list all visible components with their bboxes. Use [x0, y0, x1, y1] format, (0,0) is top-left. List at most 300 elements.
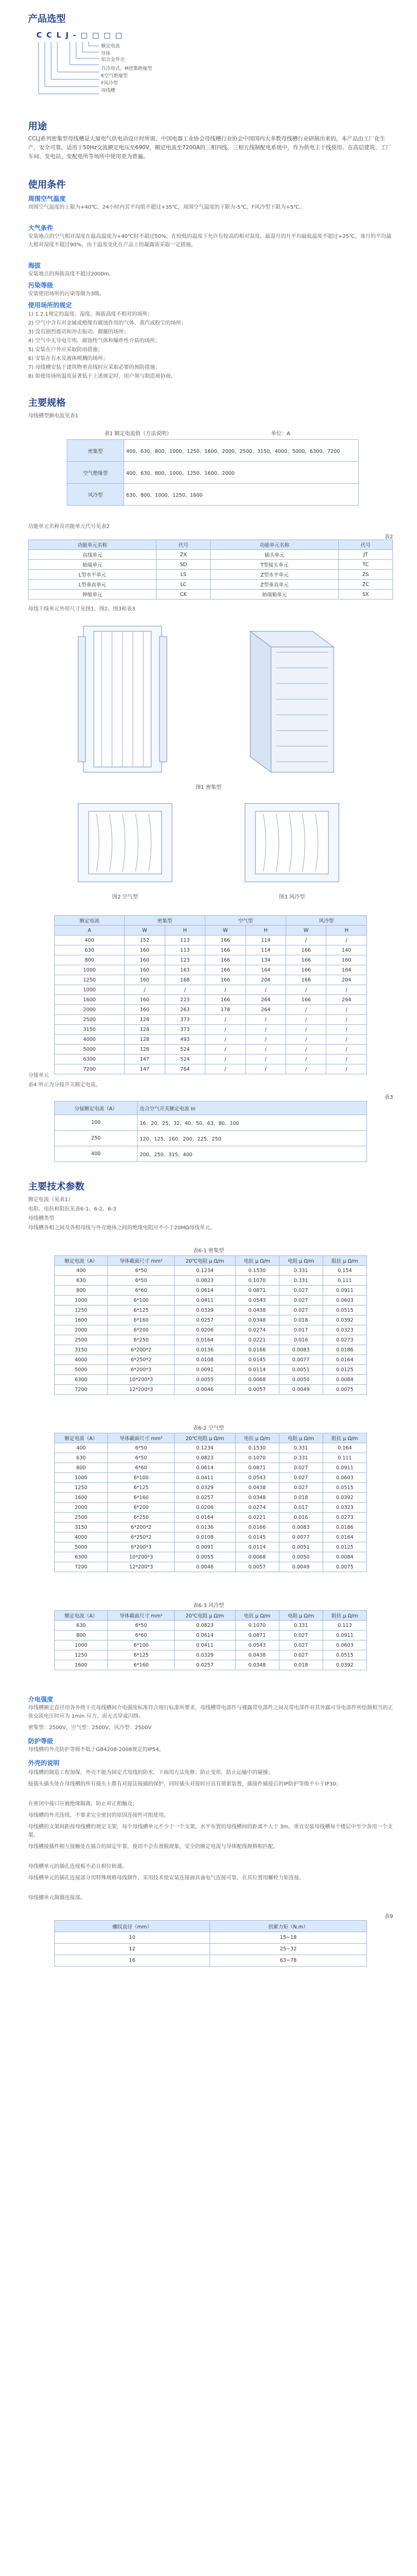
table-cell: 7200: [55, 1064, 125, 1074]
table-row: [55, 1365, 367, 1375]
dielectric-text: 母线槽额定直径用各外绕干壳母线槽间介电强度标准符合现行标准所要求，母线槽带电部件与裸露带电部件之间及带电部件对其外露可导电部件所绘制相当的正弦交流电压时应为 1min 应力，而无击穿或闪络。: [28, 1705, 393, 1719]
enc-line-7: 母线槽单元的插孔连接板不必自相位转通。: [28, 1864, 127, 1870]
table-cell: 0.0348: [235, 1315, 279, 1325]
table-cell: 6*50: [107, 1276, 174, 1286]
table-cell: 166: [205, 955, 246, 965]
sub-atm: 大气条件: [28, 224, 54, 232]
table-cell: 0.018: [279, 1493, 323, 1503]
table-cell: 204: [246, 975, 286, 985]
table-cell: /: [326, 985, 367, 995]
table-cell: 0.0392: [323, 1315, 366, 1325]
torque-cell: 12: [55, 1944, 210, 1955]
table-cell: 4000: [55, 1035, 125, 1045]
table-cell: 0.331: [279, 1266, 323, 1276]
table-cell: 168: [165, 975, 205, 985]
t1-values: 400、630、800、1000、1250、1600、2000、2500、3150、4000、5000、6300、7200: [124, 440, 359, 462]
table-cell: 0.0392: [323, 1660, 366, 1670]
table-header-cell: 额定电流（A）: [55, 1433, 108, 1443]
table-cell: /: [286, 1035, 326, 1045]
table-cell: 800: [55, 1286, 108, 1296]
table-cell: 264: [246, 1005, 286, 1015]
tech-line-3: 母线槽类型: [28, 1216, 54, 1221]
table-cell: /: [326, 1045, 367, 1055]
table-cell: 6*50: [107, 1621, 174, 1631]
table-cell: 0.0083: [279, 1345, 323, 1355]
table-row: [55, 955, 367, 965]
table-cell: 0.0046: [175, 1385, 235, 1395]
table-cell: /: [246, 985, 286, 995]
table-cell: 0.0164: [323, 1355, 366, 1365]
table-row: [55, 1296, 367, 1305]
table-cell: /: [205, 1015, 246, 1025]
table-cell: 6*60: [107, 1286, 174, 1296]
env-text: 周围空气温度的上限为+40℃，24小时内其平均值不超过+35℃，周围空气温度的下限为-5℃，F风冷型下限为+5℃。: [28, 205, 305, 210]
table4-label: 表3: [384, 1095, 393, 1100]
torque-cell: 15~18: [210, 1932, 366, 1944]
figure-air-diagram: [73, 798, 177, 887]
table-header-cell: 导体截面尺寸 mm²: [107, 1256, 174, 1266]
table-cell: 6*200*2: [107, 1345, 174, 1355]
table-row: [55, 1355, 367, 1365]
t3-h: 空气型: [205, 916, 286, 926]
table-cell: 1000: [55, 965, 125, 975]
table-row: [55, 1621, 367, 1631]
table-cell: 134: [246, 955, 286, 965]
table1-unit: 单位：A: [271, 431, 290, 437]
table-cell: 0.0515: [323, 1650, 366, 1660]
t3-sh: H: [165, 926, 205, 936]
table-cell: 0.0323: [323, 1503, 366, 1513]
table-cell: 0.0614: [175, 1286, 235, 1296]
table-cell: 0.0114: [235, 1542, 279, 1552]
table-cell: /: [326, 936, 367, 945]
table-cell: 160: [125, 945, 165, 955]
table-cell: 7200: [55, 1562, 108, 1572]
table-cell: 128: [125, 1015, 165, 1025]
table-cell: 0.331: [279, 1443, 323, 1453]
table-row: [55, 1523, 367, 1532]
table-header-row: [55, 1611, 367, 1621]
table-cell: 0.1070: [235, 1453, 279, 1463]
table-cell: /: [205, 1035, 246, 1045]
table-cell: 0.0823: [175, 1453, 235, 1463]
t2-cell: Z型水平单元: [211, 570, 338, 580]
table-cell: 160: [125, 995, 165, 1005]
table-row: [55, 1025, 367, 1035]
table-cell: 630: [55, 1621, 108, 1631]
table-cell: 800: [55, 1631, 108, 1640]
specs-intro5: 表4 所示为分接开关额定电流，: [28, 1082, 101, 1088]
table-cell: 0.0543: [235, 1473, 279, 1483]
table-header-row: [55, 1433, 367, 1443]
torque-cell: 10: [55, 1932, 210, 1944]
table-row: [55, 1453, 367, 1463]
table-cell: /: [286, 1055, 326, 1064]
table-cell: 1600: [55, 1493, 108, 1503]
table-cell: 6300: [55, 1552, 108, 1562]
table-cell: 0.0077: [279, 1532, 323, 1542]
model-legend-1: 额定电流: [101, 44, 120, 49]
table-cell: 0.027: [279, 1631, 323, 1640]
table-cell: /: [165, 985, 205, 995]
t2-cell: ZX: [156, 550, 211, 560]
table-cell: 0.0823: [175, 1276, 235, 1286]
table-header-cell: 阻抗 μ Ω/m: [323, 1256, 366, 1266]
table-row: [55, 975, 367, 985]
table-cell: 6*250*2: [107, 1355, 174, 1365]
table-cell: 0.027: [279, 1296, 323, 1305]
table-cell: 263: [165, 1005, 205, 1015]
table-cell: 0.0614: [175, 1463, 235, 1473]
table-cell: /: [286, 1064, 326, 1074]
t2-h: 代号: [156, 540, 211, 550]
table-cell: 166: [205, 995, 246, 1005]
table-cell: 0.018: [279, 1315, 323, 1325]
table-cell: 400: [55, 936, 125, 945]
rule-3: 3) 没有剧烈震动和冲击振动、颠簸的场所；: [28, 329, 129, 335]
table-cell: 0.0125: [323, 1542, 366, 1552]
table-row: [55, 1335, 367, 1345]
table-row: [55, 1542, 367, 1552]
table-cell: 0.0055: [175, 1375, 235, 1385]
table-cell: 128: [125, 1025, 165, 1035]
table-cell: 0.0049: [279, 1562, 323, 1572]
table-cell: 0.0823: [175, 1621, 235, 1631]
table-cell: 1600: [55, 995, 125, 1005]
table-cell: 5000: [55, 1365, 108, 1375]
table-cell: 0.331: [279, 1621, 323, 1631]
table-cell: 0.0603: [323, 1473, 366, 1483]
t2-h: 代号: [338, 540, 393, 550]
table-cell: 0.0323: [323, 1325, 366, 1335]
t2-cell: ZS: [338, 570, 393, 580]
table-row: [55, 1276, 367, 1286]
table-cell: 166: [205, 945, 246, 955]
table-cell: 6300: [55, 1055, 125, 1064]
table-cell: 264: [326, 995, 367, 1005]
table-header-cell: 导体截面尺寸 mm²: [107, 1433, 174, 1443]
table-cell: 6*160: [107, 1315, 174, 1325]
table-row: [55, 945, 367, 955]
table-cell: 0.1530: [235, 1443, 279, 1453]
table-cell: 0.0164: [175, 1335, 235, 1345]
table-header-cell: 电阻 μ Ω/m: [279, 1611, 323, 1621]
table-cell: /: [286, 1045, 326, 1055]
t3-h: 额定电流: [55, 916, 125, 926]
fig1-caption: 图1 密集型: [195, 785, 222, 790]
table-cell: 0.0166: [235, 1345, 279, 1355]
table-cell: 0.0392: [323, 1493, 366, 1503]
section-title-tech: 主要技术参数: [28, 1181, 84, 1192]
table-cell: 0.1234: [175, 1266, 235, 1276]
table-cell: /: [205, 1045, 246, 1055]
table-row: [55, 1483, 367, 1493]
table-cell: 166: [286, 975, 326, 985]
table-cell: 6*200*2: [107, 1523, 174, 1532]
table-cell: /: [326, 1015, 367, 1025]
table-cell: 0.0068: [235, 1552, 279, 1562]
table-cell: 0.0411: [175, 1473, 235, 1483]
table-cell: 114: [246, 936, 286, 945]
table-cell: 6*50: [107, 1453, 174, 1463]
model-legend-4: 自冷却式，M密集绝缘型: [101, 66, 152, 71]
enc-line-6: 母线槽接插件相互接触处在插合的固定牢靠，使用不会有滑脱现象，安全的额定电流与导体配线规格相匹配。: [28, 1844, 278, 1850]
table-cell: 12*200*3: [107, 1562, 174, 1572]
table-cell: 1000: [55, 985, 125, 995]
table-cell: 0.1234: [175, 1443, 235, 1453]
table-header-cell: 额定电流（A）: [55, 1256, 108, 1266]
table-cell: /: [246, 1045, 286, 1055]
table-cell: 6*100: [107, 1473, 174, 1483]
table-cell: 0.0186: [323, 1523, 366, 1532]
table-cell: 147: [125, 1055, 165, 1064]
table-cell: 5000: [55, 1542, 108, 1552]
table-cell: 0.0273: [323, 1513, 366, 1523]
tap-unit-table: [54, 1101, 367, 1162]
table-cell: 0.0050: [279, 1375, 323, 1385]
table-cell: 123: [165, 955, 205, 965]
table-cell: 0.017: [279, 1325, 323, 1335]
table-row: [55, 1532, 367, 1542]
table-cell: 0.0057: [235, 1562, 279, 1572]
table-cell: 0.0057: [235, 1385, 279, 1395]
table-cell: 800: [55, 1463, 108, 1473]
section-title-use: 用途: [28, 121, 47, 132]
table-cell: 0.0084: [323, 1552, 366, 1562]
table-cell: /: [286, 1025, 326, 1035]
table-cell: 0.0871: [235, 1463, 279, 1473]
table-cell: 0.0108: [175, 1532, 235, 1542]
table-cell: 6*250*2: [107, 1532, 174, 1542]
table-cell: 1250: [55, 1483, 108, 1493]
table-row: [55, 1315, 367, 1325]
table-cell: 0.0166: [235, 1523, 279, 1532]
table-row: [55, 1631, 367, 1640]
t2-cell: ZC: [338, 580, 393, 590]
table-cell: 0.027: [279, 1650, 323, 1660]
t3-sh: W: [286, 926, 326, 936]
t2-cell: L型水平单元: [29, 570, 156, 580]
t63-title: 表6-3 风冷型: [193, 1603, 224, 1609]
specs-intro4: 分接单元: [28, 1073, 49, 1079]
table-cell: 2500: [55, 1335, 108, 1345]
model-legend-3: 铝合金外壳: [101, 57, 125, 63]
table-cell: 0.0257: [175, 1493, 235, 1503]
table-cell: 0.016: [279, 1513, 323, 1523]
sub-rules: 使用场所的规定: [28, 302, 72, 309]
tech-line-2: 电阻、电抗和阻抗见表6-1、6-2、6-3: [28, 1206, 116, 1212]
table-cell: 128: [125, 1045, 165, 1055]
table-cell: 0.0084: [323, 1375, 366, 1385]
figure-dense-3d: [219, 621, 354, 777]
table-cell: 6*250: [107, 1513, 174, 1523]
table-cell: 0.0274: [235, 1325, 279, 1335]
table-cell: 1250: [55, 1650, 108, 1660]
table-cell: 6*100: [107, 1640, 174, 1650]
section-title-product: 产品选型: [28, 14, 66, 25]
table-cell: 0.027: [279, 1305, 323, 1315]
table-cell: 0.0329: [175, 1305, 235, 1315]
table-cell: 0.0091: [175, 1542, 235, 1552]
table-header-cell: 电阻 μ Ω/m: [279, 1256, 323, 1266]
model-legend-5: K空气绝缘型: [101, 74, 128, 79]
t2-cell: 始端单元: [29, 560, 156, 570]
protection-text: 母线槽的外壳防护等级不低于GB4208-2008规定的IP54。: [28, 1747, 164, 1753]
table-cell: 0.0114: [235, 1365, 279, 1375]
table-row: [55, 1503, 367, 1513]
enc-line-2: 接插头插头处在母线槽的所有插头上都有对接法接插的保护，同时插头对接时应具有锁紧装置，插接件插接后的IP防护等级不小于IP30；: [28, 1781, 341, 1787]
table-cell: 2000: [55, 1005, 125, 1015]
t2-cell: Z型垂直单元: [211, 580, 338, 590]
sub-enclosure: 外壳的说明: [28, 1759, 60, 1767]
enc-line-3: 在密闭中接口应被绝缘隔离，防止对正相触及；: [28, 1801, 138, 1807]
table-cell: 0.0329: [175, 1483, 235, 1493]
table-row: [55, 1015, 367, 1025]
section-title-specs: 主要规格: [28, 398, 66, 409]
table-cell: 0.0083: [279, 1523, 323, 1532]
table-cell: 0.0051: [279, 1542, 323, 1552]
torque-h: 扭紧力矩（N.m）: [210, 1921, 366, 1932]
t1-type: 密集型: [67, 440, 124, 462]
rule-2: 2) 空气中含有对金属或绝缘有腐蚀作用的气体、蒸汽或粉尘的场所；: [28, 320, 187, 326]
table-cell: /: [205, 1055, 246, 1064]
rule-8: 8) 如使用场所温度显著低于上述规定时，用户须与制造商协商。: [28, 374, 176, 379]
t2-cell: 插头单元: [211, 550, 338, 560]
table-cell: 0.0438: [235, 1650, 279, 1660]
t4-h: 连合空气开关额定电流 In: [138, 1101, 367, 1115]
table-cell: 0.0911: [323, 1463, 366, 1473]
table-cell: 0.027: [279, 1483, 323, 1493]
table-cell: 800: [55, 955, 125, 965]
atm-text: 安装地点的空气相对湿度在最高温度为+40℃时不超过50%，在较低的温度下允许有较高的相对湿度，最湿月的月平均最低温度不超过+25℃，该月的平均最大相对湿度不超过90%，由于温度变化在产品上的凝露需采取一定措施。: [28, 234, 391, 248]
rule-5: 5) 安装在户外应采取防雨措施；: [28, 347, 103, 353]
fig2-caption: 图2 空气型: [112, 894, 138, 900]
table-cell: /: [326, 1055, 367, 1064]
table-cell: 0.0911: [323, 1631, 366, 1640]
t2-cell: SX: [338, 590, 393, 600]
torque-table: [54, 1920, 367, 1967]
table-cell: /: [286, 936, 326, 945]
model-legend-7: 母线槽: [101, 88, 116, 93]
table-cell: 0.0055: [175, 1552, 235, 1562]
table-cell: 0.0136: [175, 1345, 235, 1355]
model-legend-6: F风冷型: [101, 81, 118, 86]
table-cell: 6*60: [107, 1631, 174, 1640]
t2-cell: 始端箱单元: [211, 590, 338, 600]
table1-title: 表1 额定电流值（方法说明）: [104, 431, 172, 437]
t2-cell: LC: [156, 580, 211, 590]
table-row: [55, 1385, 367, 1395]
table-cell: 1600: [55, 1315, 108, 1325]
t3-sh: A: [55, 926, 125, 936]
table-cell: 630: [55, 1453, 108, 1463]
enc-line-1: 母线槽的制造工程加保，外壳不能为固定式母线的防水，下面用方法免修；防止变形，防止运输中的碰撞；: [28, 1770, 273, 1776]
impedance-table-air: [54, 1433, 367, 1572]
table-cell: 0.0543: [235, 1296, 279, 1305]
table-cell: 2000: [55, 1325, 108, 1335]
alt-text: 安装地点的海拔高度不超过2000m。: [28, 271, 115, 277]
t2-cell: CK: [156, 590, 211, 600]
t2-cell: T型接头单元: [211, 560, 338, 570]
table-cell: 128: [125, 1035, 165, 1045]
table-cell: 6*160: [107, 1660, 174, 1670]
table-cell: 147: [125, 1064, 165, 1074]
table-cell: 6*50: [107, 1266, 174, 1276]
table-cell: 0.0603: [323, 1296, 366, 1305]
table-cell: 6*125: [107, 1650, 174, 1660]
table-cell: 0.0257: [175, 1660, 235, 1670]
dimension-table: [54, 915, 367, 1074]
table-cell: 0.331: [279, 1453, 323, 1463]
table-cell: 0.0274: [235, 1503, 279, 1513]
table-cell: 0.111: [323, 1453, 366, 1463]
t4-cell: 100: [55, 1115, 138, 1131]
table-cell: 0.0164: [175, 1513, 235, 1523]
specs-intro3: 母线干线单元外形尺寸见图1、图2、图3和表3: [28, 606, 136, 612]
figure-dense-diagram: [63, 621, 182, 777]
table-cell: 4000: [55, 1355, 108, 1365]
table-row: [55, 1513, 367, 1523]
table-cell: 5000: [55, 1045, 125, 1055]
t4-cell: 16、20、25、32、40、50、63、80、100: [138, 1115, 367, 1131]
table-cell: 1600: [55, 1660, 108, 1670]
table-row: [55, 1325, 367, 1335]
table-cell: 0.0125: [323, 1365, 366, 1375]
table-cell: 166: [205, 975, 246, 985]
table-cell: 164: [246, 965, 286, 975]
table-cell: 0.111: [323, 1276, 366, 1286]
table-cell: 764: [165, 1064, 205, 1074]
table-row: [55, 985, 367, 995]
table-cell: 166: [286, 955, 326, 965]
t2-cell: 伸缩单元: [29, 590, 156, 600]
table-cell: 0.0075: [323, 1562, 366, 1572]
table-cell: /: [326, 1035, 367, 1045]
table-cell: 0.0257: [175, 1315, 235, 1325]
t4-cell: 400: [55, 1146, 138, 1162]
t3-h: 密集型: [125, 916, 205, 926]
table-cell: 6*250: [107, 1335, 174, 1345]
table-row: [55, 1473, 367, 1483]
table-header-cell: 导体截面尺寸 mm²: [107, 1611, 174, 1621]
function-unit-table: [28, 540, 393, 600]
table-cell: 524: [165, 1045, 205, 1055]
t2-cell: JT: [338, 550, 393, 560]
table-cell: 163: [165, 965, 205, 975]
table-cell: 0.0515: [323, 1483, 366, 1493]
torque-cell: 25~32: [210, 1944, 366, 1955]
tech-line-4: 母线槽各相之间及各相母线与外壳地体之间的绝缘电阻应不小于20MΩ母线单元。: [28, 1225, 215, 1231]
table-cell: 0.0273: [323, 1335, 366, 1345]
table-cell: 6*60: [107, 1463, 174, 1473]
table-cell: /: [246, 1064, 286, 1074]
t2-cell: 直线单元: [29, 550, 156, 560]
t3-sh: W: [125, 926, 165, 936]
table-cell: 1000: [55, 1296, 108, 1305]
table-row: [55, 965, 367, 975]
figure-fan-diagram: [240, 798, 344, 887]
table-header-cell: 电抗 μ Ω/m: [235, 1611, 279, 1621]
table-row: [55, 1005, 367, 1015]
table-cell: 6300: [55, 1375, 108, 1385]
section-title-conditions: 使用条件: [28, 179, 66, 190]
table-cell: 1250: [55, 1305, 108, 1315]
table-row: [55, 995, 367, 1005]
table-cell: /: [246, 1015, 286, 1025]
table-cell: 2500: [55, 1015, 125, 1025]
table-cell: 0.0543: [235, 1640, 279, 1650]
table-cell: 6*200*3: [107, 1542, 174, 1552]
